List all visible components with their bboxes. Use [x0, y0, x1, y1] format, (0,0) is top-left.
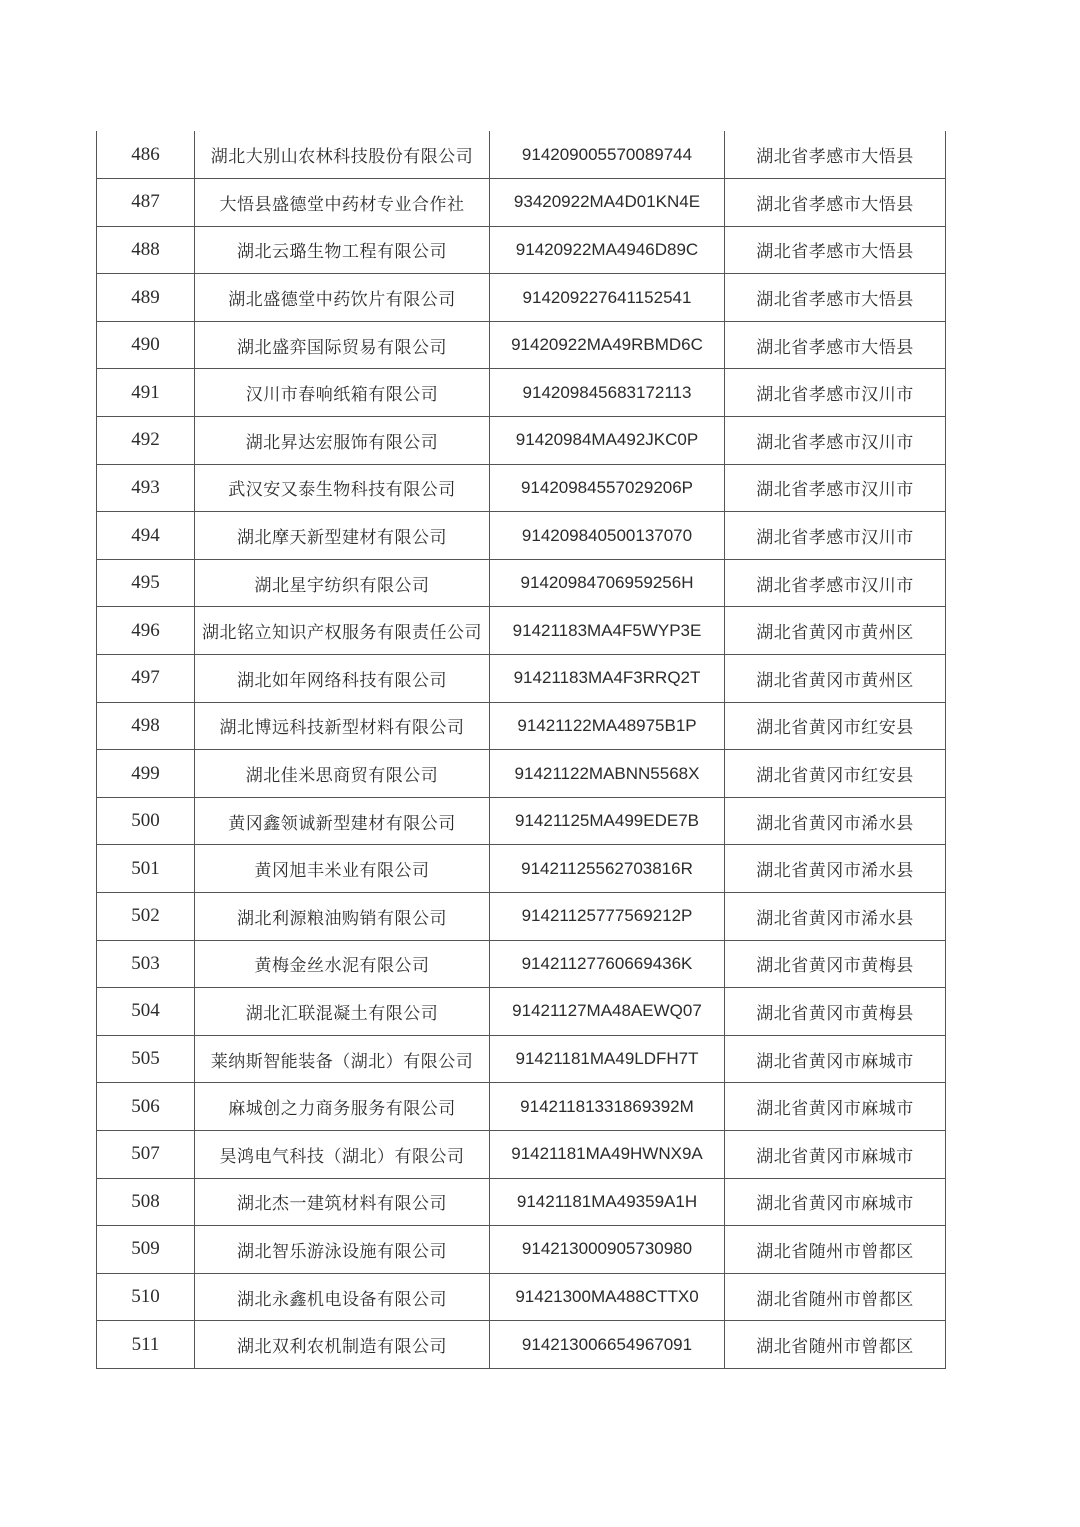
row-number-cell: 498: [97, 702, 195, 750]
company-name-cell: 黄冈鑫领诚新型建材有限公司: [195, 797, 490, 845]
location-cell: 湖北省黄冈市黄梅县: [725, 940, 946, 988]
row-number-cell: 502: [97, 893, 195, 941]
credit-code-cell: 91421181MA49LDFH7T: [490, 1035, 725, 1083]
credit-code-cell: 91421183MA4F3RRQ2T: [490, 655, 725, 703]
location-cell: 湖北省随州市曾都区: [725, 1273, 946, 1321]
table-row: [97, 321, 946, 369]
row-number-cell: 510: [97, 1273, 195, 1321]
location-cell: 湖北省随州市曾都区: [725, 1226, 946, 1274]
credit-code-cell: 91421125562703816R: [490, 845, 725, 893]
credit-code-cell: 91420922MA49RBMD6C: [490, 321, 725, 369]
credit-code-cell: 914213000905730980: [490, 1226, 725, 1274]
row-number-cell: 507: [97, 1130, 195, 1178]
table-row: [97, 988, 946, 1036]
table-row: [97, 1226, 946, 1274]
credit-code-cell: 91420984MA492JKC0P: [490, 417, 725, 465]
credit-code-cell: 91420984557029206P: [490, 464, 725, 512]
location-cell: 湖北省孝感市汉川市: [725, 512, 946, 560]
row-number-cell: 504: [97, 988, 195, 1036]
table-row: [97, 1130, 946, 1178]
credit-code-cell: 91421300MA488CTTX0: [490, 1273, 725, 1321]
location-cell: 湖北省随州市曾都区: [725, 1321, 946, 1369]
location-cell: 湖北省孝感市大悟县: [725, 274, 946, 322]
table-row: [97, 512, 946, 560]
location-cell: 湖北省孝感市汉川市: [725, 464, 946, 512]
row-number-cell: 503: [97, 940, 195, 988]
location-cell: 湖北省黄冈市黄梅县: [725, 988, 946, 1036]
location-cell: 湖北省孝感市汉川市: [725, 369, 946, 417]
row-number-cell: 493: [97, 464, 195, 512]
credit-code-cell: 91420922MA4946D89C: [490, 226, 725, 274]
location-cell: 湖北省黄冈市浠水县: [725, 845, 946, 893]
location-cell: 湖北省孝感市大悟县: [725, 131, 946, 179]
table-row: [97, 559, 946, 607]
table-row: [97, 226, 946, 274]
table-row: [97, 417, 946, 465]
table-row: [97, 797, 946, 845]
location-cell: 湖北省孝感市大悟县: [725, 226, 946, 274]
table-row: [97, 1273, 946, 1321]
company-name-cell: 湖北摩天新型建材有限公司: [195, 512, 490, 560]
company-registry-table: [96, 131, 946, 1369]
location-cell: 湖北省黄冈市麻城市: [725, 1035, 946, 1083]
company-name-cell: 麻城创之力商务服务有限公司: [195, 1083, 490, 1131]
location-cell: 湖北省孝感市大悟县: [725, 179, 946, 227]
table-row: [97, 1035, 946, 1083]
row-number-cell: 489: [97, 274, 195, 322]
table-row: [97, 274, 946, 322]
credit-code-cell: 91420984706959256H: [490, 559, 725, 607]
company-name-cell: 湖北铭立知识产权服务有限责任公司: [195, 607, 490, 655]
company-name-cell: 汉川市春响纸箱有限公司: [195, 369, 490, 417]
company-name-cell: 湖北如年网络科技有限公司: [195, 655, 490, 703]
company-name-cell: 昊鸿电气科技（湖北）有限公司: [195, 1130, 490, 1178]
company-name-cell: 湖北智乐游泳设施有限公司: [195, 1226, 490, 1274]
company-name-cell: 湖北博远科技新型材料有限公司: [195, 702, 490, 750]
row-number-cell: 499: [97, 750, 195, 798]
company-name-cell: 湖北盛弈国际贸易有限公司: [195, 321, 490, 369]
table-row: [97, 607, 946, 655]
location-cell: 湖北省黄冈市黄州区: [725, 607, 946, 655]
company-name-cell: 武汉安又泰生物科技有限公司: [195, 464, 490, 512]
credit-code-cell: 91421122MABNN5568X: [490, 750, 725, 798]
row-number-cell: 497: [97, 655, 195, 703]
row-number-cell: 488: [97, 226, 195, 274]
row-number-cell: 501: [97, 845, 195, 893]
credit-code-cell: 914213006654967091: [490, 1321, 725, 1369]
credit-code-cell: 91421181MA49359A1H: [490, 1178, 725, 1226]
company-name-cell: 湖北昇达宏服饰有限公司: [195, 417, 490, 465]
company-name-cell: 湖北双利农机制造有限公司: [195, 1321, 490, 1369]
row-number-cell: 496: [97, 607, 195, 655]
table-row: [97, 369, 946, 417]
credit-code-cell: 91421127760669436K: [490, 940, 725, 988]
location-cell: 湖北省黄冈市黄州区: [725, 655, 946, 703]
row-number-cell: 500: [97, 797, 195, 845]
location-cell: 湖北省黄冈市麻城市: [725, 1130, 946, 1178]
location-cell: 湖北省黄冈市麻城市: [725, 1083, 946, 1131]
row-number-cell: 505: [97, 1035, 195, 1083]
company-name-cell: 湖北永鑫机电设备有限公司: [195, 1273, 490, 1321]
row-number-cell: 506: [97, 1083, 195, 1131]
row-number-cell: 511: [97, 1321, 195, 1369]
credit-code-cell: 91421183MA4F5WYP3E: [490, 607, 725, 655]
credit-code-cell: 914209845683172113: [490, 369, 725, 417]
company-name-cell: 湖北盛德堂中药饮片有限公司: [195, 274, 490, 322]
location-cell: 湖北省黄冈市浠水县: [725, 797, 946, 845]
table-row: [97, 845, 946, 893]
credit-code-cell: 914209227641152541: [490, 274, 725, 322]
location-cell: 湖北省孝感市大悟县: [725, 321, 946, 369]
company-name-cell: 黄梅金丝水泥有限公司: [195, 940, 490, 988]
location-cell: 湖北省黄冈市红安县: [725, 702, 946, 750]
registry-table-body: [97, 131, 946, 1368]
credit-code-cell: 914209005570089744: [490, 131, 725, 179]
company-name-cell: 湖北大别山农林科技股份有限公司: [195, 131, 490, 179]
company-name-cell: 大悟县盛德堂中药材专业合作社: [195, 179, 490, 227]
company-name-cell: 湖北云璐生物工程有限公司: [195, 226, 490, 274]
credit-code-cell: 91421125777569212P: [490, 893, 725, 941]
credit-code-cell: 91421127MA48AEWQ07: [490, 988, 725, 1036]
company-name-cell: 湖北佳米思商贸有限公司: [195, 750, 490, 798]
table-row: [97, 464, 946, 512]
row-number-cell: 486: [97, 131, 195, 179]
credit-code-cell: 91421181MA49HWNX9A: [490, 1130, 725, 1178]
table-row: [97, 131, 946, 179]
table-row: [97, 179, 946, 227]
table-row: [97, 702, 946, 750]
row-number-cell: 491: [97, 369, 195, 417]
location-cell: 湖北省黄冈市红安县: [725, 750, 946, 798]
table-row: [97, 893, 946, 941]
company-name-cell: 湖北利源粮油购销有限公司: [195, 893, 490, 941]
credit-code-cell: 91421125MA499EDE7B: [490, 797, 725, 845]
company-name-cell: 莱纳斯智能装备（湖北）有限公司: [195, 1035, 490, 1083]
row-number-cell: 494: [97, 512, 195, 560]
table-row: [97, 1178, 946, 1226]
row-number-cell: 492: [97, 417, 195, 465]
company-name-cell: 湖北杰一建筑材料有限公司: [195, 1178, 490, 1226]
company-name-cell: 湖北星宇纺织有限公司: [195, 559, 490, 607]
row-number-cell: 495: [97, 559, 195, 607]
row-number-cell: 508: [97, 1178, 195, 1226]
credit-code-cell: 914209840500137070: [490, 512, 725, 560]
credit-code-cell: 91421122MA48975B1P: [490, 702, 725, 750]
table-row: [97, 1321, 946, 1369]
location-cell: 湖北省孝感市汉川市: [725, 417, 946, 465]
row-number-cell: 490: [97, 321, 195, 369]
company-name-cell: 黄冈旭丰米业有限公司: [195, 845, 490, 893]
table-row: [97, 655, 946, 703]
location-cell: 湖北省黄冈市浠水县: [725, 893, 946, 941]
row-number-cell: 487: [97, 179, 195, 227]
table-row: [97, 1083, 946, 1131]
location-cell: 湖北省孝感市汉川市: [725, 559, 946, 607]
credit-code-cell: 93420922MA4D01KN4E: [490, 179, 725, 227]
credit-code-cell: 91421181331869392M: [490, 1083, 725, 1131]
table-row: [97, 750, 946, 798]
location-cell: 湖北省黄冈市麻城市: [725, 1178, 946, 1226]
row-number-cell: 509: [97, 1226, 195, 1274]
company-name-cell: 湖北汇联混凝土有限公司: [195, 988, 490, 1036]
table-row: [97, 940, 946, 988]
